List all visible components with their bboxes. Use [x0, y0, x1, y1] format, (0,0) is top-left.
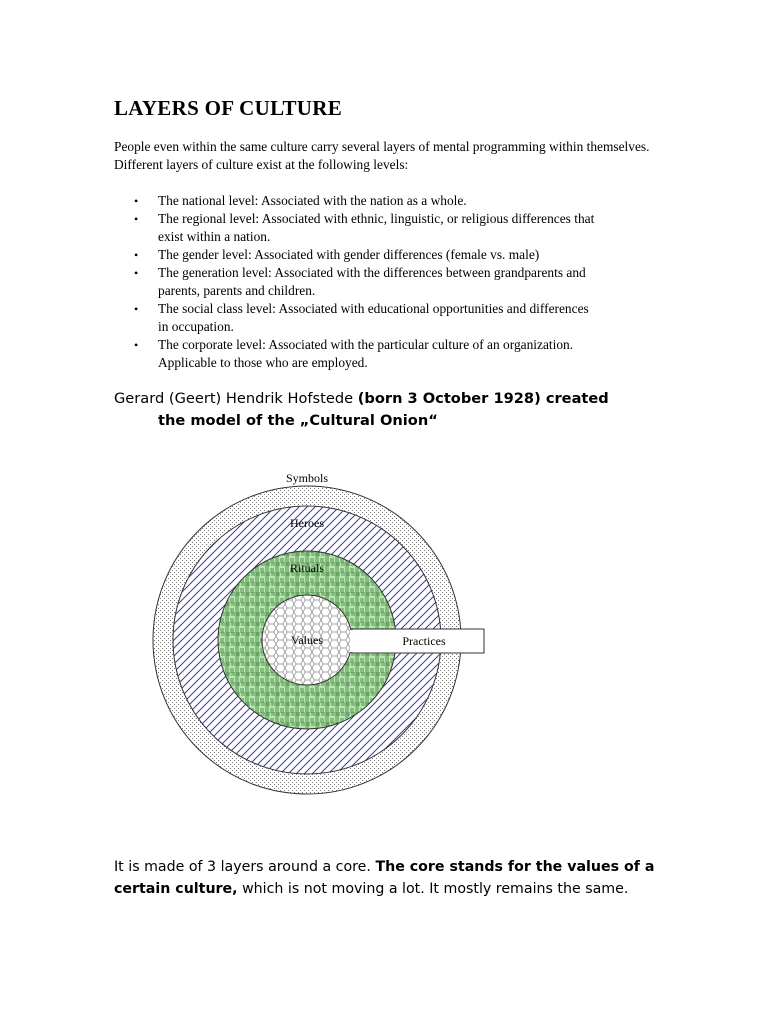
list-item [114, 264, 654, 300]
list-item-text: The social class level: Associated with educational opportunities and differences [158, 301, 589, 316]
list-item-text: The regional level: Associated with ethnic, linguistic, or religious differences that [158, 211, 595, 226]
hofstede-born: (born 3 October 1928) created [357, 390, 609, 407]
closing-text-emphasis: The core stands for the values of a certain culture, [114, 859, 655, 897]
practices-label: Practices [402, 634, 446, 648]
hofstede-heading [114, 388, 674, 432]
bullet-icon: • [134, 338, 139, 352]
list-item-text-continued: parents, parents and children. [158, 283, 316, 298]
list-item-text-continued: Applicable to those who are employed. [158, 355, 368, 370]
symbols-label: Symbols [285, 471, 329, 485]
rituals-label: Rituals [289, 561, 325, 575]
closing-paragraph [114, 856, 674, 900]
closing-text-start: It is made of 3 layers around a core. [114, 859, 376, 875]
list-item-text: The national level: Associated with the nation as a whole. [158, 193, 467, 208]
values-label: Values [291, 633, 323, 647]
culture-levels-list [114, 192, 654, 372]
hofstede-model: the model of the „Cultural Onion“ [158, 412, 438, 429]
list-item [114, 210, 654, 246]
bullet-icon: • [134, 212, 139, 226]
list-item [114, 336, 654, 372]
practices-bar-joint [350, 630, 354, 652]
list-item-text-continued: in occupation. [158, 319, 234, 334]
list-item-text: The corporate level: Associated with the particular culture of an organization. [158, 337, 574, 352]
bullet-icon: • [134, 266, 139, 280]
closing-text-end: which is not moving a lot. It mostly remains the same. [237, 881, 629, 897]
list-item-text-continued: exist within a nation. [158, 229, 271, 244]
list-item-text: The generation level: Associated with the differences between grandparents and [158, 265, 586, 280]
intro-paragraph: People even within the same culture carry several layers of mental programming within themselves. Different layers of culture exist at the following levels: [114, 139, 650, 172]
page-title: LAYERS OF CULTURE [114, 96, 342, 120]
bullet-icon: • [134, 302, 139, 316]
list-item-text: The gender level: Associated with gender differences (female vs. male) [158, 247, 540, 262]
list-item [114, 300, 654, 336]
cultural-onion-diagram [150, 448, 490, 840]
bullet-icon: • [134, 248, 139, 262]
heroes-label: Heroes [290, 516, 324, 530]
bullet-icon: • [134, 194, 139, 208]
list-item [114, 192, 654, 210]
hofstede-name: Gerard (Geert) Hendrik Hofstede [114, 390, 358, 407]
list-item [114, 246, 654, 264]
